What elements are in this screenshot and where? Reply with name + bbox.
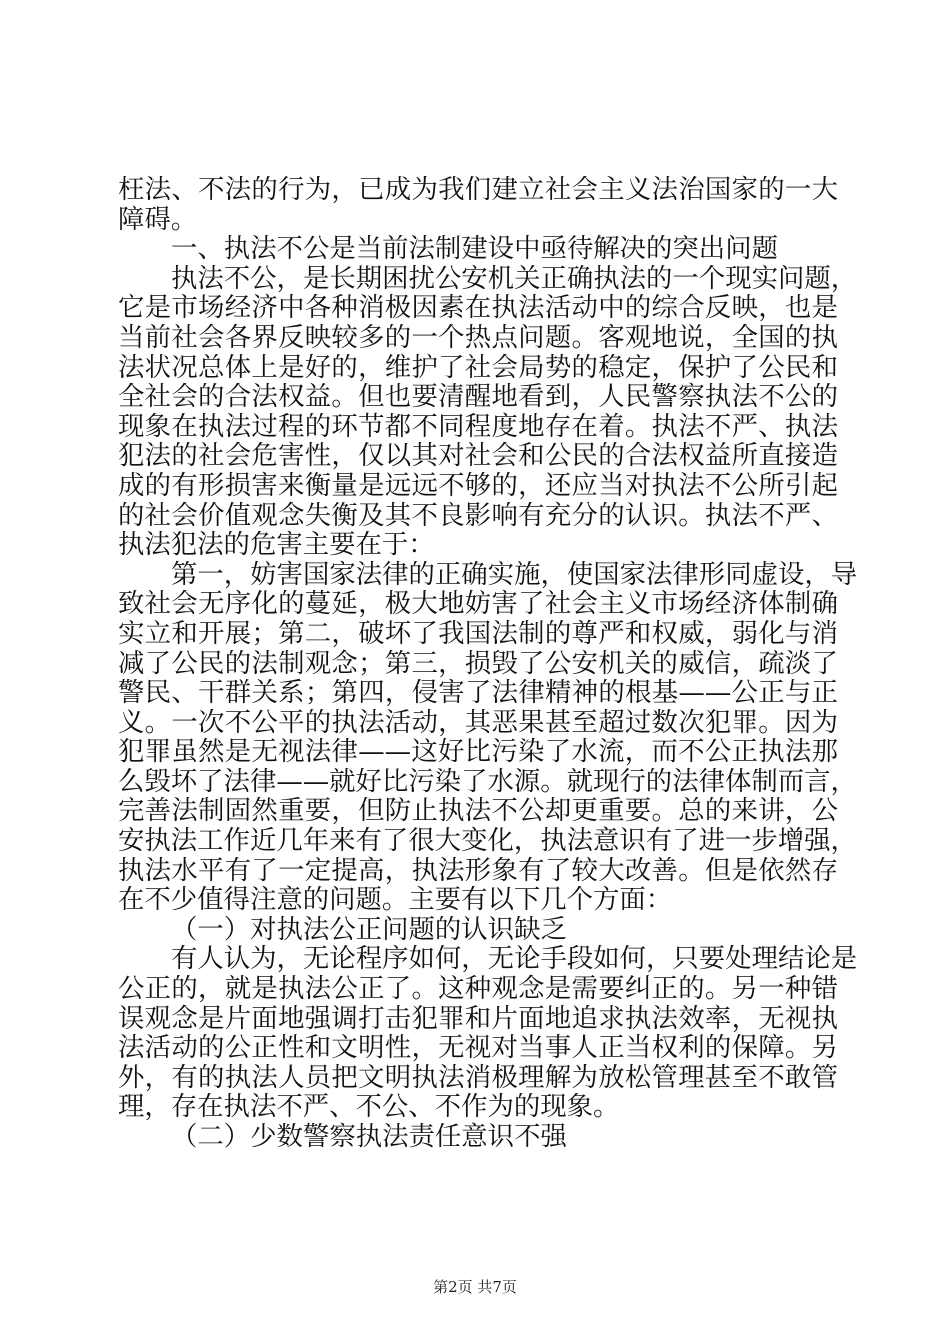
- text-line: 法活动的公正性和文明性，无视对当事人正当权利的保障。另: [118, 1032, 838, 1064]
- text-line: 公正的，就是执法公正了。这种观念是需要纠正的。另一种错: [118, 973, 838, 1005]
- text-line: 执法水平有了一定提高，执法形象有了较大改善。但是依然存: [118, 854, 838, 886]
- document-body: [118, 174, 858, 1152]
- text-line: 理，存在执法不严、不公、不作为的现象。: [118, 1091, 620, 1123]
- text-line: 执法不公，是长期困扰公安机关正确执法的一个现实问题，: [171, 262, 858, 294]
- section-heading: （一）对执法公正问题的认识缺乏: [171, 913, 567, 945]
- text-line: 义。一次不公平的执法活动，其恶果甚至超过数次犯罪。因为: [118, 706, 838, 738]
- text-line: 它是市场经济中各种消极因素在执法活动中的综合反映，也是: [118, 292, 838, 324]
- page-footer: [0, 1276, 950, 1297]
- text-line: 第一，妨害国家法律的正确实施，使国家法律形同虚设，导: [171, 558, 858, 590]
- text-line: 减了公民的法制观念；第三，损毁了公安机关的威信，疏淡了: [118, 647, 838, 679]
- text-line: 现象在执法过程的环节都不同程度地存在着。执法不严、执法: [118, 410, 838, 442]
- text-line: 当前社会各界反映较多的一个热点问题。客观地说，全国的执: [118, 321, 838, 353]
- text-line: 警民、干群关系；第四，侵害了法律精神的根基——公正与正: [118, 677, 838, 709]
- text-line: 安执法工作近几年来有了很大变化，执法意识有了进一步增强，: [118, 825, 857, 857]
- text-line: 的社会价值观念失衡及其不良影响有充分的认识。执法不严、: [118, 499, 838, 531]
- text-line: 犯法的社会危害性，仅以其对社会和公民的合法权益所直接造: [118, 440, 838, 472]
- text-line: 枉法、不法的行为，已成为我们建立社会主义法治国家的一大: [118, 174, 838, 205]
- text-line: 致社会无序化的蔓延，极大地妨害了社会主义市场经济体制确: [118, 588, 838, 620]
- text-line: 完善法制固然重要，但防止执法不公却更重要。总的来讲，公: [118, 795, 838, 827]
- text-line: 么毁坏了法律——就好比污染了水源。就现行的法律体制而言，: [118, 765, 857, 797]
- text-line: 外，有的执法人员把文明执法消极理解为放松管理甚至不敢管: [118, 1061, 838, 1093]
- text-line: 有人认为，无论程序如何，无论手段如何，只要处理结论是: [171, 943, 858, 975]
- text-line: 执法犯法的危害主要在于：: [118, 529, 435, 561]
- text-line: 法状况总体上是好的，维护了社会局势的稳定，保护了公民和: [118, 351, 838, 383]
- text-line: 实立和开展；第二，破坏了我国法制的尊严和权威，弱化与消: [118, 617, 838, 649]
- section-heading: （二）少数警察执法责任意识不强: [171, 1121, 567, 1152]
- text-line: 障碍。: [118, 203, 198, 235]
- text-line: 犯罪虽然是无视法律——这好比污染了水流，而不公正执法那: [118, 736, 838, 768]
- text-line: 成的有形损害来衡量是远远不够的，还应当对执法不公所引起: [118, 469, 838, 501]
- text-line: 全社会的合法权益。但也要清醒地看到，人民警察执法不公的: [118, 381, 838, 413]
- page-number-label: 第2页 共7页: [433, 1278, 517, 1296]
- section-heading: 一、执法不公是当前法制建设中亟待解决的突出问题: [171, 233, 778, 265]
- text-line: 误观念是片面地强调打击犯罪和片面地追求执法效率，无视执: [118, 1002, 838, 1034]
- text-line: 在不少值得注意的问题。主要有以下几个方面：: [118, 884, 673, 916]
